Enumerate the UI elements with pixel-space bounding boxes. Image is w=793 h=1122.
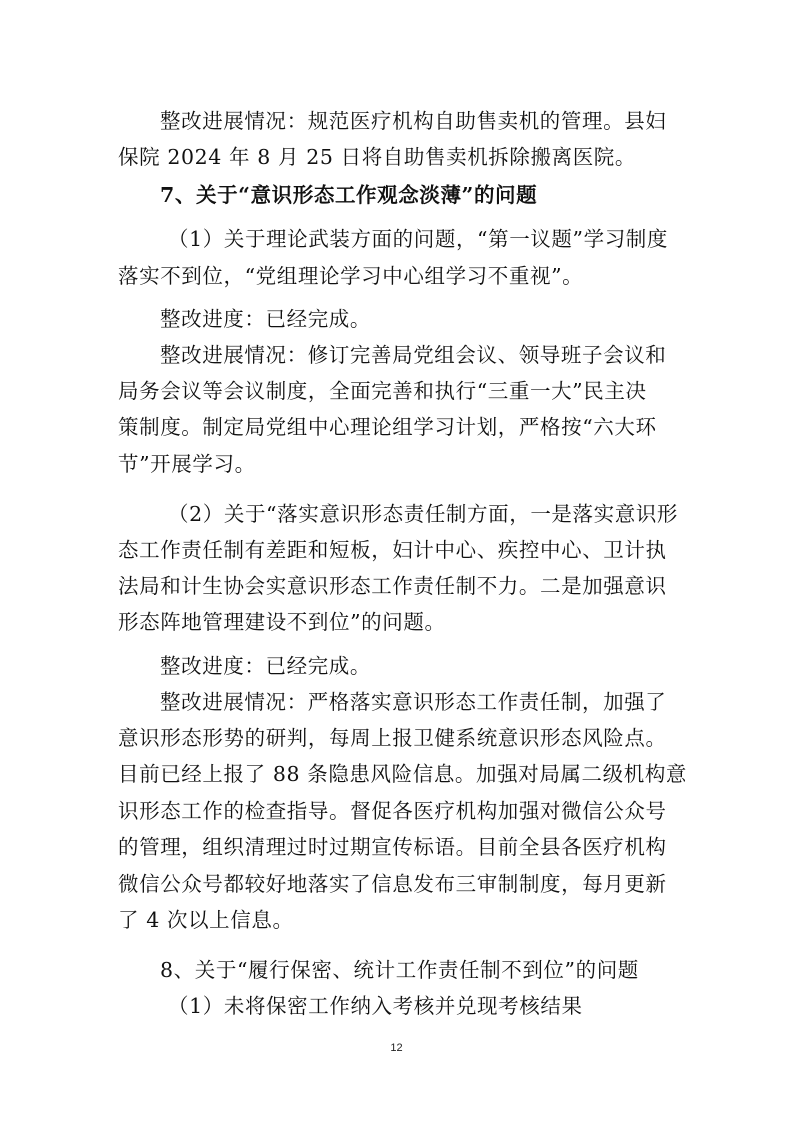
page-number: 12 — [390, 1042, 403, 1054]
paragraph-line: 局务会议等会议制度，全面完善和执行“三重一大”民主决 — [118, 379, 647, 403]
paragraph-line: 态工作责任制有差距和短板，妇计中心、疾控中心、卫计执 — [118, 538, 667, 562]
paragraph-line: 整改进展情况：严格落实意识形态工作责任制，加强了 — [160, 690, 667, 714]
subsection-heading: （1）未将保密工作纳入考核并兑现考核结果 — [168, 994, 583, 1018]
paragraph-line: 微信公众号都较好地落实了信息发布三审制制度，每月更新 — [118, 872, 667, 896]
subsection-heading: （1）关于理论武装方面的问题，“第一议题”学习制度 — [168, 227, 669, 251]
paragraph-line: 形态阵地管理建设不到位”的问题。 — [118, 610, 446, 634]
section-heading: 8、关于“履行保密、统计工作责任制不到位”的问题 — [160, 958, 639, 982]
progress-status: 整改进度：已经完成。 — [160, 654, 371, 678]
paragraph-line: 节”开展学习。 — [118, 452, 256, 476]
paragraph-line: 落实不到位，“党组理论学习中心组学习不重视”。 — [118, 264, 584, 288]
progress-status: 整改进度：已经完成。 — [160, 307, 371, 331]
subsection-heading: （2）关于“落实意识形态责任制方面，一是落实意识形 — [168, 502, 679, 526]
paragraph-line: 保院 2024 年 8 月 25 日将自助售卖机拆除搬离医院。 — [118, 145, 636, 169]
paragraph-line: 意识形态形势的研判，每周上报卫健系统意识形态风险点。 — [118, 726, 667, 750]
section-heading: 7、关于“意识形态工作观念淡薄”的问题 — [160, 183, 538, 207]
paragraph-line: 法局和计生协会实意识形态工作责任制不力。二是加强意识 — [118, 574, 667, 598]
paragraph-line: 整改进展情况：修订完善局党组会议、领导班子会议和 — [160, 343, 667, 367]
paragraph-line: 整改进展情况：规范医疗机构自助售卖机的管理。县妇 — [160, 109, 667, 133]
paragraph-line: 了 4 次以上信息。 — [118, 908, 294, 932]
paragraph-line: 目前已经上报了 88 条隐患风险信息。加强对局属二级机构意 — [118, 762, 688, 786]
paragraph-line: 策制度。制定局党组中心理论组学习计划，严格按“六大环 — [118, 415, 657, 439]
paragraph-line: 识形态工作的检查指导。督促各医疗机构加强对微信公众号 — [118, 799, 667, 823]
paragraph-line: 的管理，组织清理过时过期宣传标语。目前全县各医疗机构 — [118, 835, 667, 859]
